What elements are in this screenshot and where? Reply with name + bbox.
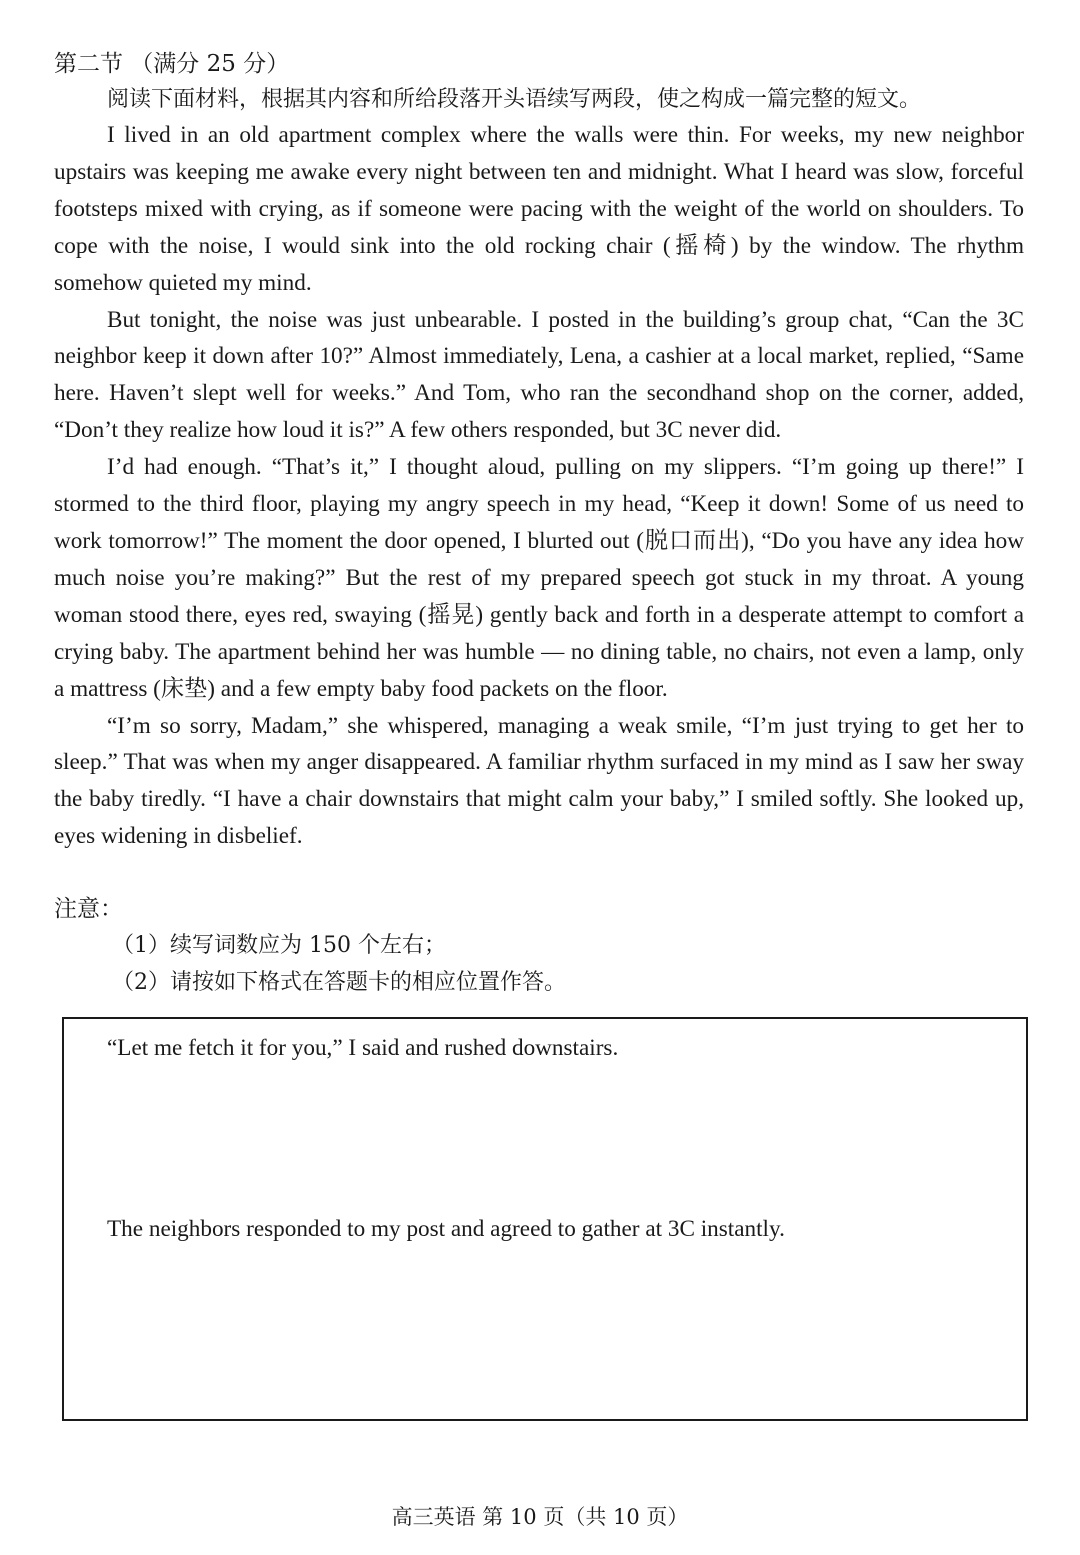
passage-paragraph-1: I lived in an old apartment complex where the walls were thin. For weeks, my new neighbor upstairs was keeping me awake every night between ten and midnight. What I heard was slow, forceful footsteps mixed with crying, as if someone were pacing with the weight of the world on shoulders. To cope with the noise, I would sink into the old rocking chair (摇椅) by the window. The rhythm somehow quieted my mind.: [54, 122, 1024, 296]
passage-paragraph-2: But tonight, the noise was just unbearable. I posted in the building’s group chat, “Can the 3C neighbor keep it down after 10?” Almost immediately, Lena, a cashier at a local market, replied, “Same here. Haven’t slept well for weeks.” And Tom, who ran the secondhand shop on the corner, added, “Don’t they realize how loud it is?” A few others responded, but 3C never did.: [54, 306, 1024, 444]
reading-passage: [54, 117, 1024, 855]
paragraph-opening-2: The neighbors responded to my post and agreed to gather at 3C instantly.: [107, 1216, 785, 1242]
section-title: 第二节 （满分 25 分）: [54, 51, 290, 77]
notes-label: 注意：: [54, 896, 123, 922]
passage-paragraph-4: “I’m so sorry, Madam,” she whispered, managing a weak smile, “I’m just trying to get her to sleep.” That was when my anger disappeared. A familiar rhythm surfaced in my mind as I saw her sway the baby tiredly. “I have a chair downstairs that might calm your baby,” I smiled softly. She looked up, eyes widening in disbelief.: [54, 712, 1024, 850]
paragraph-opening-1: “Let me fetch it for you,” I said and rushed downstairs.: [107, 1035, 619, 1061]
task-instruction: 阅读下面材料，根据其内容和所给段落开头语续写两段，使之构成一篇完整的短文。: [107, 87, 922, 112]
passage-paragraph-3: I’d had enough. “That’s it,” I thought aloud, pulling on my slippers. “I’m going up there!” I stormed to the third floor, playing my angry speech in my head, “Keep it down! Some of us need to work tomorrow!” The moment the door opened, I blurted out (脱口而出), “Do you have any idea how much noise you’re making?” But the rest of my prepared speech got stuck in my throat. A young woman stood there, eyes red, swaying (摇晃) gently back and forth in a desperate attempt to comfort a crying baby. The apartment behind her was humble — no dining table, no chairs, not even a lamp, only a mattress (床垫) and a few empty baby food packets on the floor.: [54, 454, 1024, 702]
note-item-word-count: （1）续写词数应为 150 个左右；: [112, 933, 446, 958]
page-footer: 高三英语 第 10 页（共 10 页）: [391, 1505, 689, 1529]
answer-box: [62, 1017, 1028, 1421]
note-item-answer-format: （2）请按如下格式在答题卡的相应位置作答。: [112, 970, 566, 995]
